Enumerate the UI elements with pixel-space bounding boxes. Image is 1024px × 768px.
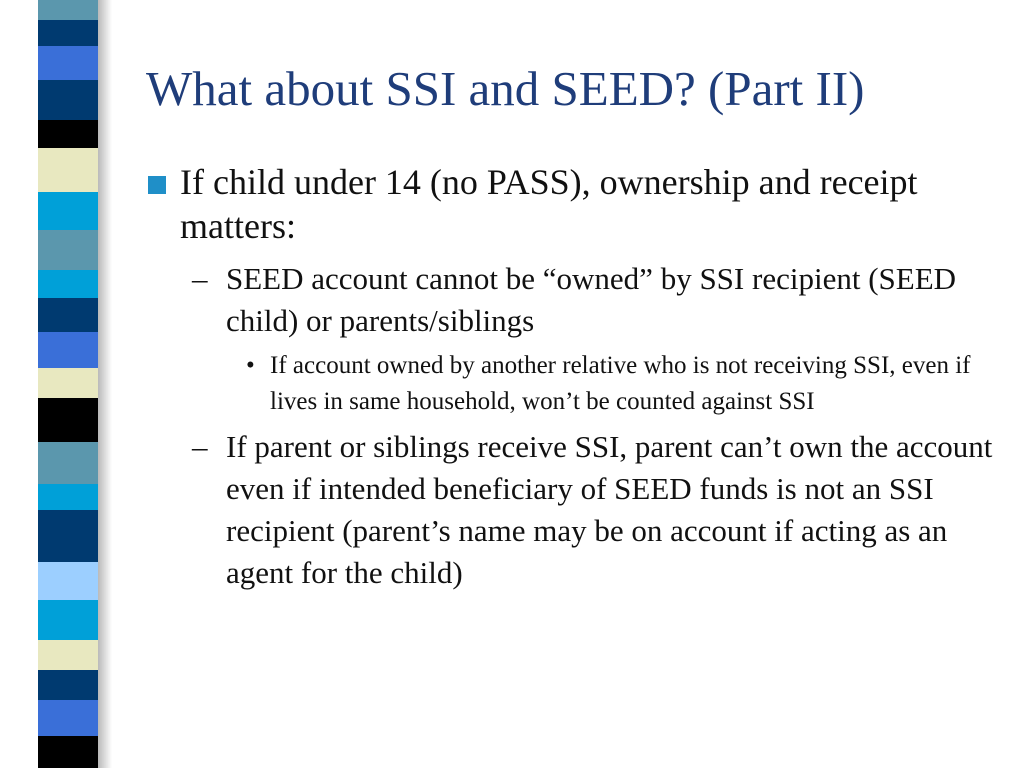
stripe-band: [38, 484, 98, 510]
dash-bullet-icon: –: [192, 429, 208, 464]
bullet-level-3: [244, 348, 996, 420]
slide-body: [146, 160, 996, 600]
bullet-text: If parent or siblings receive SSI, parent can’t own the account even if intended beneficiary of SEED funds is not an SSI recipient (parent’s name may be on account if acting as an agent for the child): [226, 429, 993, 590]
stripe-band: [38, 46, 98, 80]
stripe-band: [38, 670, 98, 700]
stripe-band: [38, 80, 98, 120]
dash-bullet-icon: –: [192, 261, 208, 296]
stripe-band: [38, 368, 98, 398]
bullet-level-2: [192, 426, 996, 594]
stripe-band: [38, 736, 98, 768]
decorative-stripe: [38, 0, 98, 768]
stripe-band: [38, 510, 98, 562]
stripe-band: [38, 442, 98, 484]
bullet-level-2: [192, 258, 996, 342]
stripe-band: [38, 0, 98, 20]
dot-bullet-icon: •: [246, 352, 255, 379]
stripe-band: [38, 120, 98, 148]
stripe-band: [38, 562, 98, 600]
bullet-text: SEED account cannot be “owned” by SSI recipient (SEED child) or parents/siblings: [226, 261, 957, 338]
stripe-band: [38, 600, 98, 640]
stripe-band: [38, 298, 98, 332]
stripe-shadow: [98, 0, 112, 768]
bullet-text: If child under 14 (no PASS), ownership and receipt matters:: [180, 162, 918, 246]
stripe-band: [38, 148, 98, 192]
bullet-level-1: [146, 160, 996, 248]
square-bullet-icon: [148, 176, 166, 194]
stripe-band: [38, 640, 98, 670]
stripe-band: [38, 230, 98, 270]
slide-title: What about SSI and SEED? (Part II): [146, 61, 865, 116]
stripe-band: [38, 332, 98, 368]
stripe-band: [38, 192, 98, 230]
stripe-band: [38, 700, 98, 736]
stripe-band: [38, 270, 98, 298]
stripe-band: [38, 398, 98, 442]
bullet-text: If account owned by another relative who is not receiving SSI, even if lives in same household, won’t be counted against SSI: [270, 352, 971, 415]
stripe-band: [38, 20, 98, 46]
